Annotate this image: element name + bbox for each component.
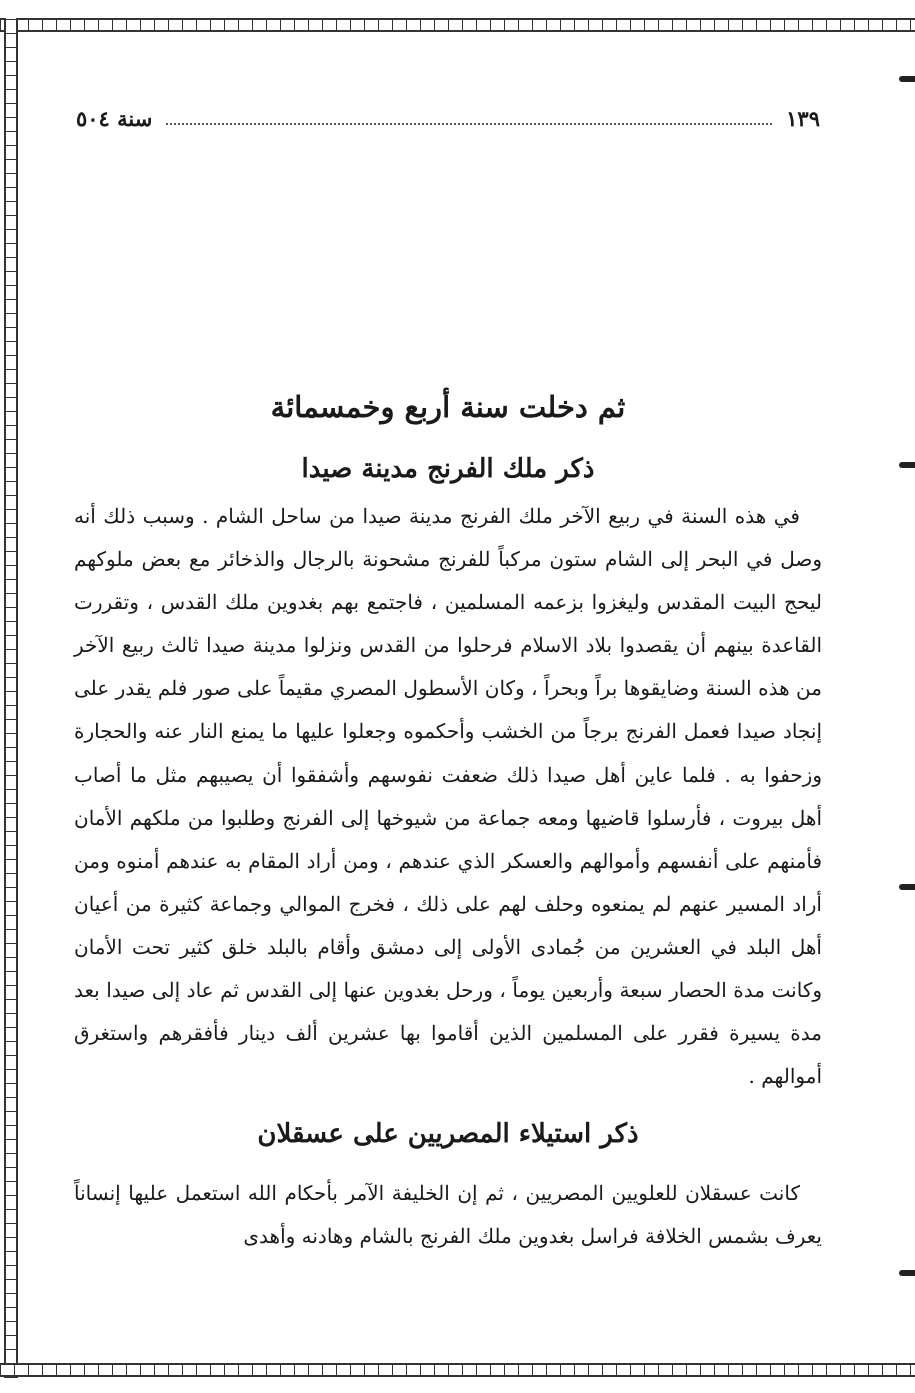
decorative-border-bottom [0, 1363, 915, 1377]
decorative-border-left [4, 18, 18, 1378]
section-heading-ascalon: ذكر استيلاء المصريين على عسقلان [257, 1119, 639, 1150]
running-head-year: سنة ٥٠٤ [76, 105, 153, 131]
margin-mark [899, 462, 915, 468]
section-text-sidon: في هذه السنة في ربيع الآخر ملك الفرنج مدينة صيدا من ساحل الشام . وسبب ذلك أنه وصل في البحر إلى الشام ستون مركباً للفرنج مشحونة بالرجال والذخائر مع بعض ملوكهم ليحج البيت المقدس وليغزوا بزعمه المسلمين ، فاجتمع بهم بغدوين ملك القدس ، وتقررت القاعدة بينهم أن يقصدوا بلاد الاسلام فرحلوا من القدس ونزلوا مدينة صيدا ثالث ربيع الآخر من هذه السنة وضايقوها براً وبحراً ، وكان الأسطول المصري مقيماً على صور فلم يقدر على إنجاد صيدا فعمل الفرنج برجاً من الخشب وأحكموه وجعلوا عليها ما يمنع النار عنه والحجارة وزحفوا به . فلما عاين أهل صيدا ذلك ضعفت نفوسهم وأشفقوا أن يصيبهم مثل ما أصاب أهل بيروت ، فأرسلوا قاضيها ومعه جماعة من شيوخها إلى الفرنج وطلبوا من ملكهم الأمان فأمنهم على أنفسهم وأموالهم والعسكر الذي عندهم ، ومن أراد المقام به عندهم أمنوه ومن أراد المسير عنهم لم يمنعوه وحلف لهم على ذلك ، فخرج الموالي وجماعة كثيرة من أعيان أهل البلد في العشرين من جُمادى الأولى إلى دمشق وأقام بالبلد خلق كثير تحت الأمان وكانت مدة الحصار سبعة وأربعين يوماً ، ورحل بغدوين عنها إلى القدس ثم عاد إلى صيدا بعد مدة يسيرة فقرر على المسلمين الذين أقاموا بها عشرين ألف دينار فأفقرهم واستغرق أموالهم . [74, 504, 822, 1089]
section-heading-sidon: ذكر ملك الفرنج مدينة صيدا [301, 454, 595, 484]
running-head-leader-dots [166, 123, 772, 125]
decorative-border-top [0, 18, 915, 32]
margin-mark [899, 1270, 915, 1276]
page-body [74, 385, 822, 1259]
section-text-ascalon: كانت عسقلان للعلويين المصريين ، ثم إن الخليفة الآمر بأحكام الله استعمل عليها إنساناً يعرف بشمس الخلافة فراسل بغدوين ملك الفرنج بالشام وهادنه وأهدى [74, 1181, 822, 1249]
main-heading: ثم دخلت سنة أربع وخمسمائة [270, 390, 626, 424]
margin-mark [899, 76, 915, 82]
margin-mark [899, 884, 915, 890]
page-number: ١٣٩ [786, 105, 820, 131]
running-head [76, 102, 820, 134]
